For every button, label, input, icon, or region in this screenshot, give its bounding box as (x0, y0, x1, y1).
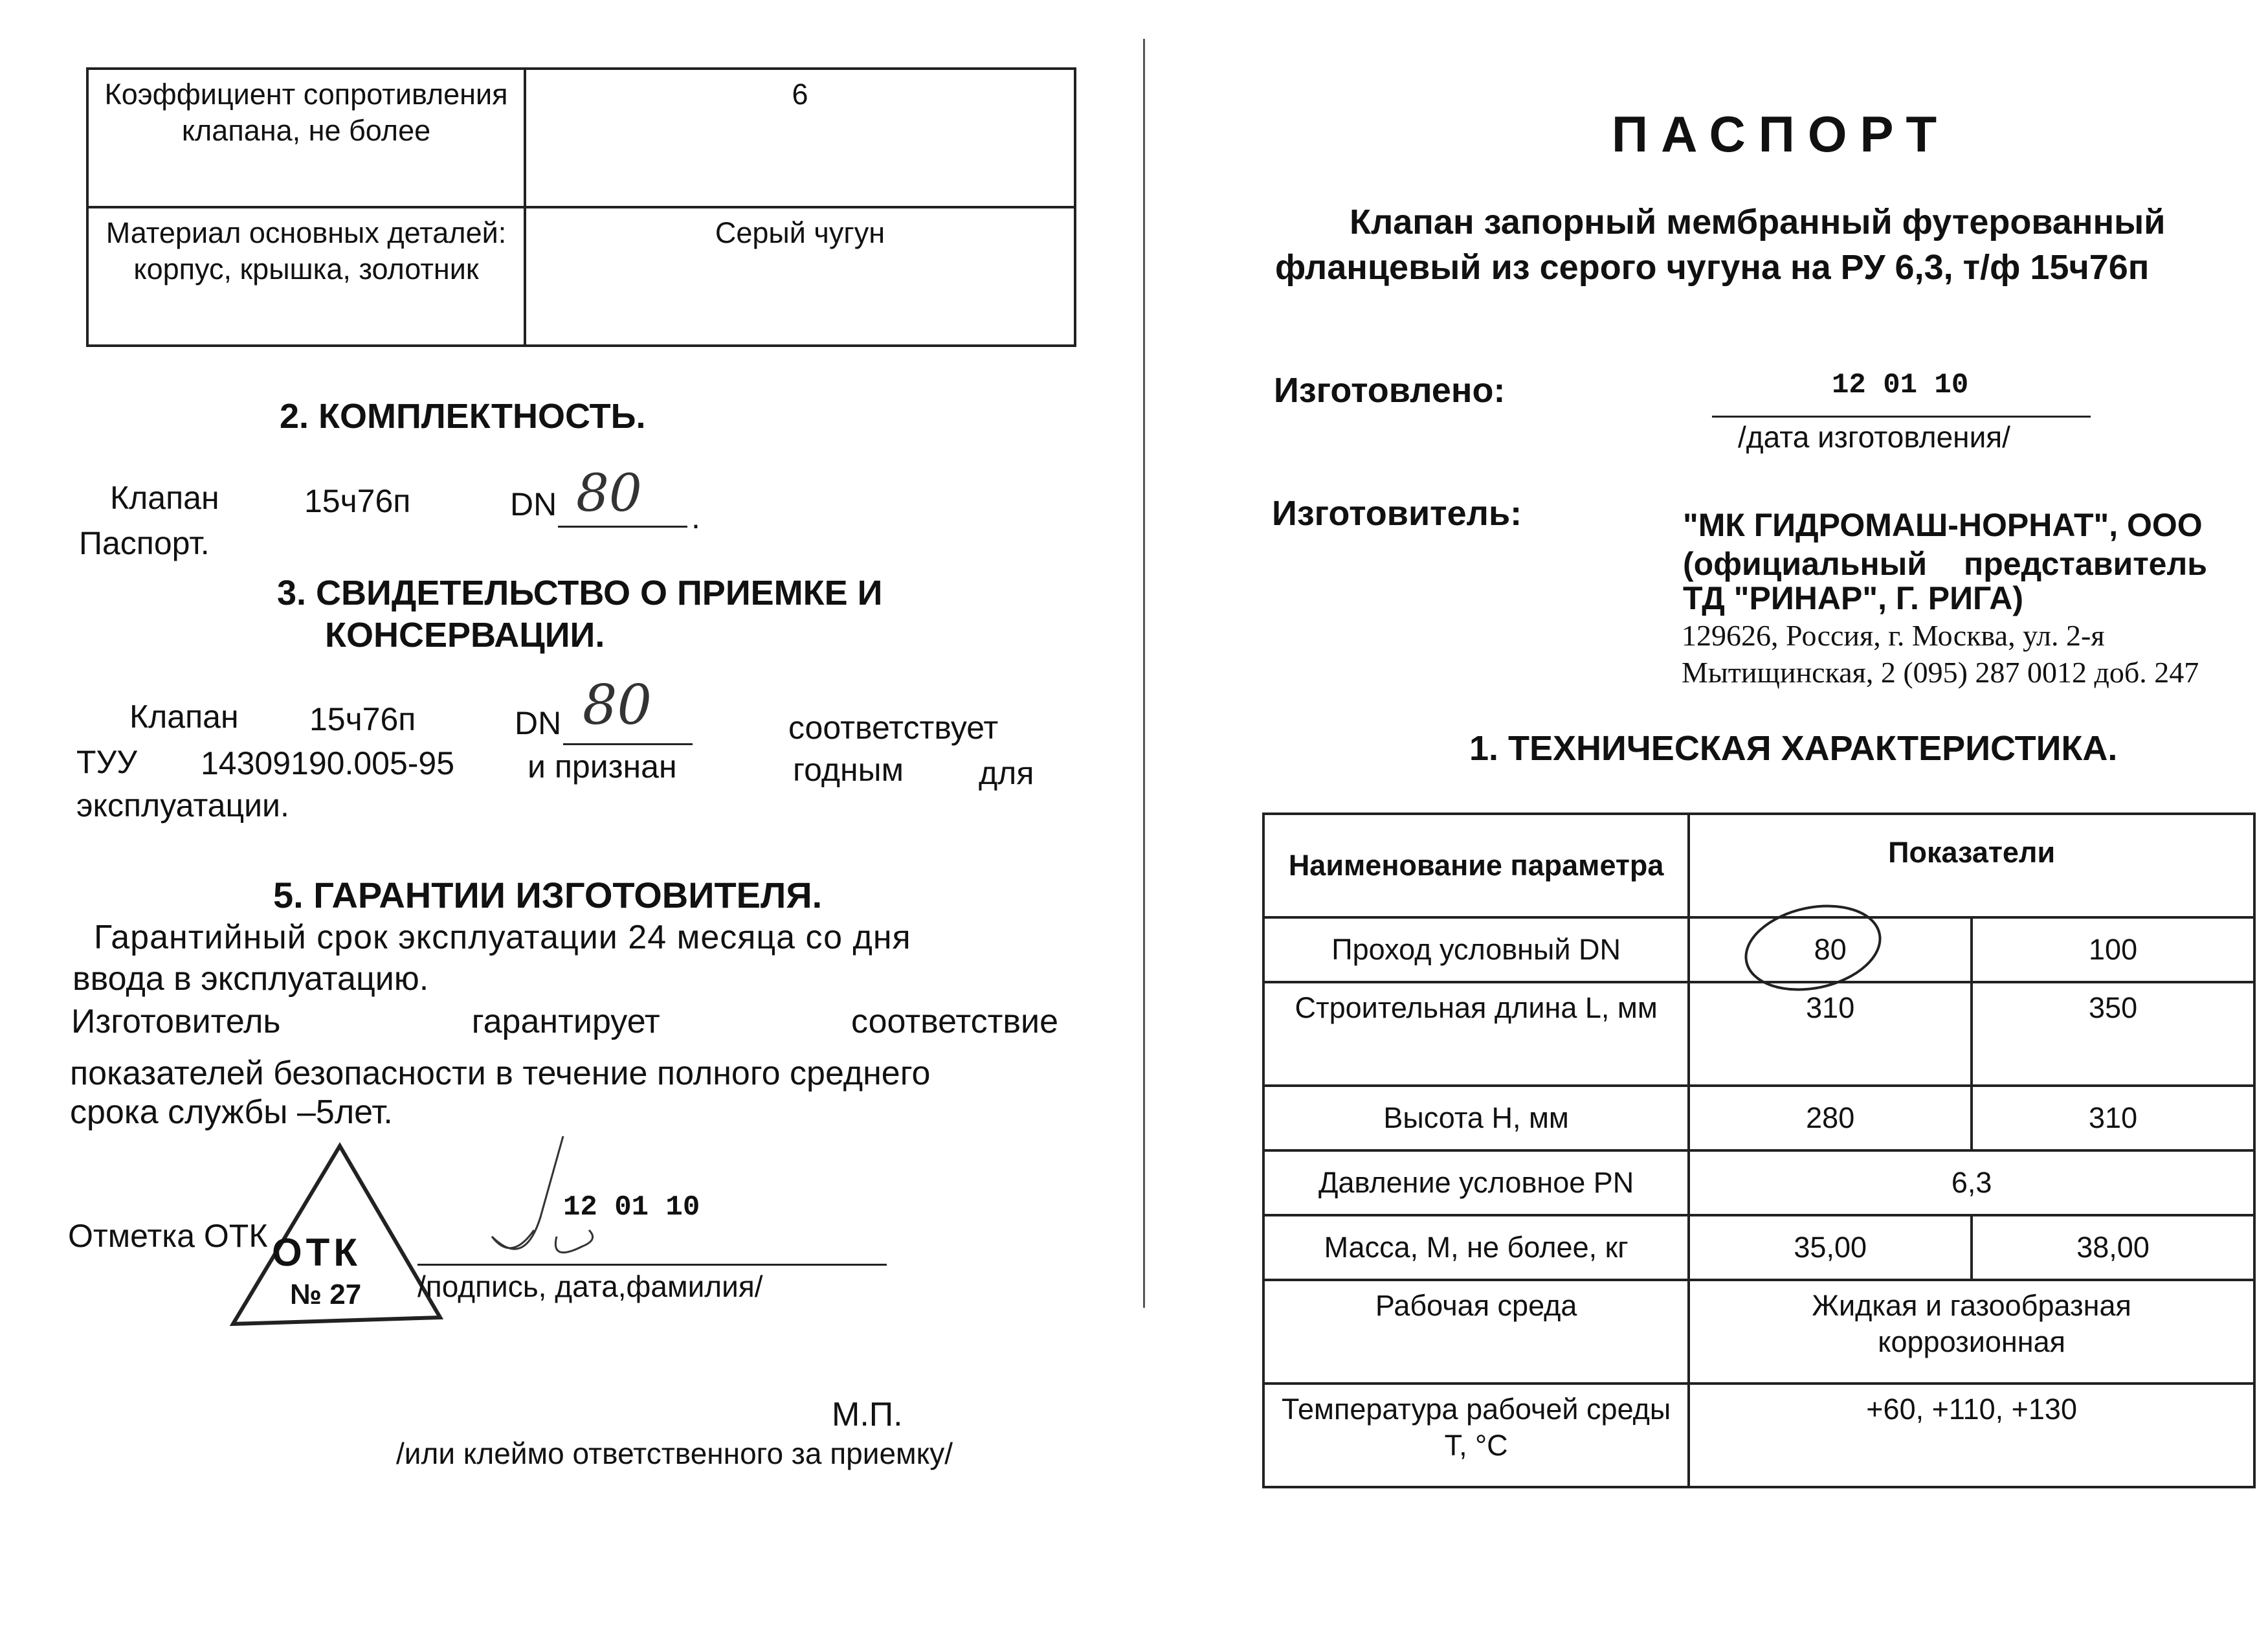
manufacturer-label: Изготовитель: (1272, 494, 1522, 533)
row-value: 38,00 (1972, 1215, 2254, 1280)
acceptance-for: для (979, 755, 1034, 791)
row-value: Жидкая и газообразная коррозионная (1689, 1280, 2254, 1384)
row-value: 35,00 (1689, 1215, 1972, 1280)
manufactured-label: Изготовлено: (1274, 371, 1506, 410)
section1-title: 1. ТЕХНИЧЕСКАЯ ХАРАКТЕРИСТИКА. (1469, 729, 2118, 768)
otk-stamp-text: ОТК (272, 1231, 361, 1274)
completeness-item-model: 15ч76п (304, 483, 411, 519)
page-fold (1143, 39, 1145, 1308)
row-value-text: 80 (1814, 932, 1847, 966)
completeness-dn-handwritten: 80 (576, 463, 642, 523)
completeness-dn-label: DN (510, 486, 557, 522)
acceptance-tuu: ТУУ (76, 744, 138, 780)
acceptance-dn-handwritten: 80 (583, 673, 652, 737)
row-value (1689, 917, 1972, 982)
otk-signature-line (417, 1264, 887, 1266)
acceptance-complies: соответствует (788, 710, 999, 746)
handwritten-circle (1735, 893, 1904, 996)
left-top-table (86, 67, 1076, 347)
manufactured-caption: /дата изготовления/ (1738, 420, 2010, 454)
row-param: Проход условный DN (1263, 917, 1689, 982)
table-row (1263, 1384, 2254, 1487)
table-row (1263, 982, 2254, 1086)
row-value: +60, +110, +130 (1689, 1384, 2254, 1487)
table-cell-value: 6 (525, 69, 1075, 207)
acceptance-tuu-number: 14309190.005-95 (201, 745, 455, 781)
manufactured-date-line (1712, 416, 2091, 418)
section3-title-line1: 3. СВИДЕТЕЛЬСТВО О ПРИЕМКЕ И (277, 574, 883, 612)
completeness-dot: . (691, 499, 700, 535)
table-row (1263, 1280, 2254, 1384)
passport-title: ПАСПОРТ (1612, 106, 1950, 162)
table-cell-param: Коэффициент сопротивления клапана, не более (87, 69, 525, 207)
acceptance-word: Клапан (129, 699, 239, 735)
header-param: Наименование параметра (1263, 814, 1689, 917)
warranty-line: срока службы –5лет. (70, 1093, 393, 1131)
row-param: Строительная длина L, мм (1263, 982, 1689, 1086)
row-param: Высота H, мм (1263, 1086, 1689, 1150)
row-param: Температура рабочей среды T, °C (1263, 1384, 1689, 1487)
otk-date: 12 01 10 (563, 1191, 700, 1224)
manufacturer-address-line1: 129626, Россия, г. Москва, ул. 2-я (1682, 619, 2105, 652)
row-value: 310 (1689, 982, 1972, 1086)
acceptance-operation: эксплуатации. (76, 787, 289, 824)
mp-label: М.П. (832, 1396, 903, 1433)
section3-title-line2: КОНСЕРВАЦИИ. (325, 616, 605, 655)
table-cell-value: Серый чугун (525, 207, 1075, 346)
acceptance-recognized: и признан (528, 748, 677, 785)
manufactured-date: 12 01 10 (1832, 369, 1969, 401)
table-row (1263, 1086, 2254, 1150)
table-cell-param: Материал основных деталей: корпус, крышка, золотник (87, 207, 525, 346)
table-row (1263, 1215, 2254, 1280)
otk-label: Отметка ОТК (68, 1218, 268, 1254)
table-row (1263, 1150, 2254, 1215)
table-row (1263, 917, 2254, 982)
warranty-line: Изготовитель гарантирует соответствие (71, 1003, 1058, 1040)
warranty-line: Гарантийный срок эксплуатации 24 месяца со дня (94, 919, 911, 956)
otk-stamp-number: № 27 (290, 1279, 362, 1310)
section5-title: 5. ГАРАНТИИ ИЗГОТОВИТЕЛЯ. (273, 875, 823, 915)
manufacturer-representative: (официальный представитель (1683, 546, 2207, 582)
acceptance-fit: годным (793, 752, 904, 788)
manufacturer-address-line2: Мытищинская, 2 (095) 287 0012 доб. 247 (1682, 656, 2199, 689)
otk-caption: /подпись, дата,фамилия/ (417, 1270, 763, 1303)
acceptance-dn-underline (563, 743, 693, 745)
passport-subtitle-line1: Клапан запорный мембранный футерованный (1350, 203, 2166, 241)
row-value: 350 (1972, 982, 2254, 1086)
acceptance-model: 15ч76п (309, 701, 416, 737)
completeness-dn-underline (558, 526, 687, 528)
row-value: 280 (1689, 1086, 1972, 1150)
row-param: Рабочая среда (1263, 1280, 1689, 1384)
row-param: Масса, М, не более, кг (1263, 1215, 1689, 1280)
row-value: 310 (1972, 1086, 2254, 1150)
manufacturer-name: "МК ГИДРОМАШ-НОРНАТ", ООО (1683, 507, 2203, 543)
table-row (87, 207, 1075, 346)
passport-subtitle-line2: фланцевый из серого чугуна на РУ 6,3, т/ф 15ч76п (1275, 248, 2150, 287)
row-param: Давление условное PN (1263, 1150, 1689, 1215)
completeness-passport: Паспорт. (79, 525, 210, 561)
row-value: 6,3 (1689, 1150, 2254, 1215)
acceptance-dn-label: DN (515, 705, 562, 741)
warranty-line: ввода в эксплуатацию. (72, 960, 429, 998)
section2-title: 2. КОМПЛЕКТНОСТЬ. (280, 397, 646, 436)
warranty-line: показателей безопасности в течение полного среднего (70, 1055, 931, 1092)
mp-caption: /или клеймо ответственного за приемку/ (396, 1437, 953, 1470)
manufacturer-rinar: ТД "РИНАР", Г. РИГА) (1683, 580, 2023, 616)
table-row (87, 69, 1075, 207)
row-value: 100 (1972, 917, 2254, 982)
header-values: Показатели (1689, 814, 2254, 917)
tech-table (1262, 812, 2256, 1488)
completeness-item-word: Клапан (110, 480, 219, 516)
